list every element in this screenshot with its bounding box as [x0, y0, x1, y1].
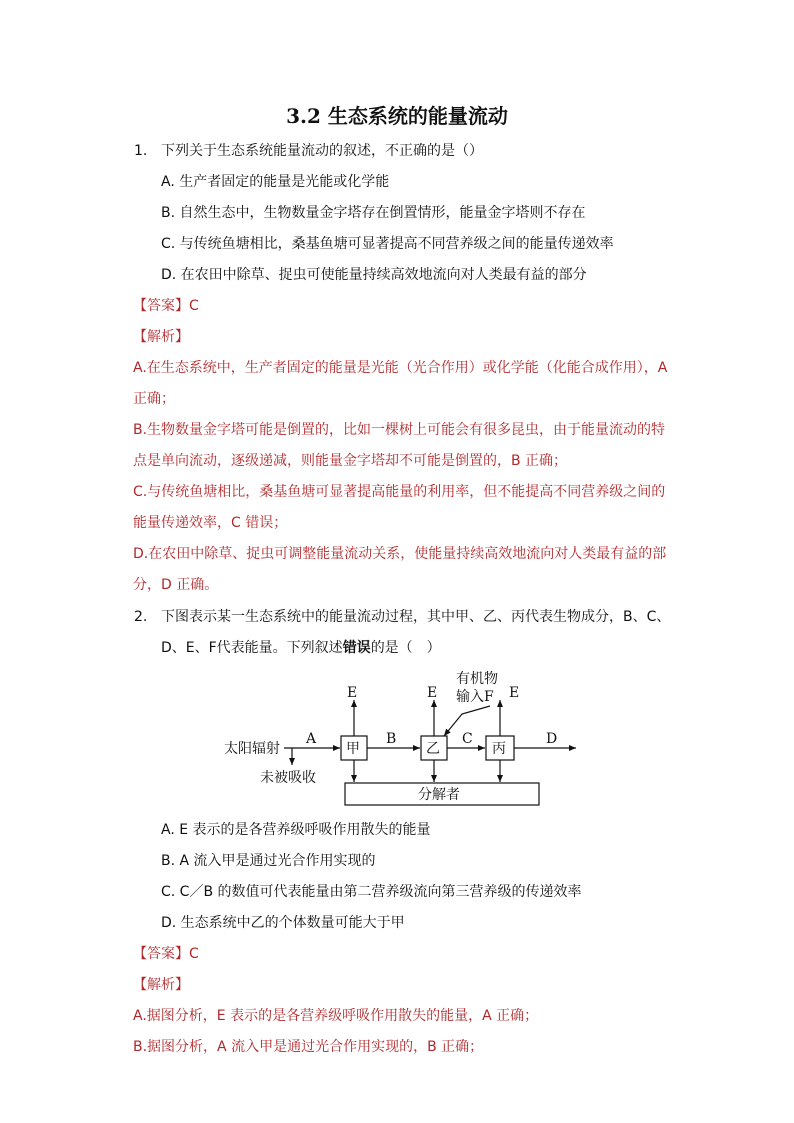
question-2-stem-line1: 下图表示某一生态系统中的能量流动过程，其中甲、乙、丙代表生物成分，B、C、 — [161, 609, 671, 625]
question-1-number: 1. — [134, 143, 148, 159]
arrow-b-label: B — [386, 731, 397, 747]
sun-radiation-label: 太阳辐射 — [224, 741, 280, 757]
q1-option-c: C. 与传统鱼塘相比，桑基鱼塘可显著提高不同营养级之间的能量传递效率 — [161, 236, 614, 252]
question-2-stem-line2 — [161, 638, 441, 658]
unabsorbed-label: 未被吸收 — [260, 770, 316, 786]
q1-option-d: D. 在农田中除草、捉虫可使能量持续高效地流向对人类最有益的部分 — [161, 267, 587, 283]
box-jia-label: 甲 — [346, 741, 360, 757]
q2-option-d: D. 生态系统中乙的个体数量可能大于甲 — [161, 915, 405, 931]
decomposer-label: 分解者 — [418, 787, 460, 803]
q2-option-c: C. C／B 的数值可代表能量由第二营养级流向第三营养级的传递效率 — [161, 884, 582, 900]
box-bing-label: 丙 — [492, 741, 506, 757]
page-title: 3.2 生态系统的能量流动 — [286, 104, 508, 128]
arrow-c-label: C — [462, 731, 473, 747]
q1-analysis-line: B.生物数量金字塔可能是倒置的，比如一棵树上可能会有很多昆虫，由于能量流动的特 — [133, 422, 666, 438]
energy-flow-diagram — [200, 664, 620, 812]
q2-answer: 【答案】C — [133, 946, 199, 962]
arrow-a-label: A — [306, 731, 317, 747]
q1-analysis-label: 【解析】 — [133, 329, 189, 345]
arrow-e-label: E — [347, 685, 358, 701]
arrow-d-label: D — [546, 731, 558, 747]
q2-analysis-line: B.据图分析，A 流入甲是通过光合作用实现的，B 正确； — [133, 1039, 484, 1055]
question-2-number: 2. — [134, 609, 148, 625]
stem-text: 的是（ ） — [370, 640, 441, 656]
stem-emphasis: 错误 — [342, 640, 371, 656]
stem-text: D、E、F代表能量。下列叙述 — [161, 640, 343, 656]
q1-option-b: B. 自然生态中，生物数量金字塔存在倒置情形，能量金字塔则不存在 — [161, 205, 586, 221]
q2-analysis-label: 【解析】 — [133, 977, 189, 993]
q1-analysis-line: D.在农田中除草、捉虫可调整能量流动关系，使能量持续高效地流向对人类最有益的部 — [133, 546, 667, 562]
q1-analysis-line: 分，D 正确。 — [133, 577, 219, 593]
q1-analysis-line: C.与传统鱼塘相比，桑基鱼塘可显著提高能量的利用率，但不能提高不同营养级之间的 — [133, 484, 666, 500]
q1-analysis-line: A.在生态系统中，生产者固定的能量是光能（光合作用）或化学能（化能合成作用），A — [133, 360, 668, 376]
q1-analysis-line: 正确； — [133, 391, 175, 407]
q2-analysis-line: A.据图分析，E 表示的是各营养级呼吸作用散失的能量，A 正确； — [133, 1008, 539, 1024]
q1-option-a: A. 生产者固定的能量是光能或化学能 — [161, 174, 390, 190]
box-yi-label: 乙 — [426, 741, 440, 757]
question-1-stem: 下列关于生态系统能量流动的叙述，不正确的是（） — [161, 143, 483, 159]
q1-answer: 【答案】C — [133, 298, 199, 314]
q1-analysis-line: 点是单向流动，逐级递减，则能量金字塔却不可能是倒置的，B 正确； — [133, 453, 568, 469]
organic-input-label: 输入F — [456, 689, 494, 705]
q2-option-b: B. A 流入甲是通过光合作用实现的 — [161, 853, 376, 869]
q1-analysis-line: 能量传递效率，C 错误； — [133, 515, 288, 531]
arrow-e-label: E — [509, 685, 520, 701]
q2-option-a: A. E 表示的是各营养级呼吸作用散失的能量 — [161, 822, 431, 838]
arrow-e-label: E — [427, 685, 438, 701]
organic-matter-label: 有机物 — [456, 671, 498, 687]
